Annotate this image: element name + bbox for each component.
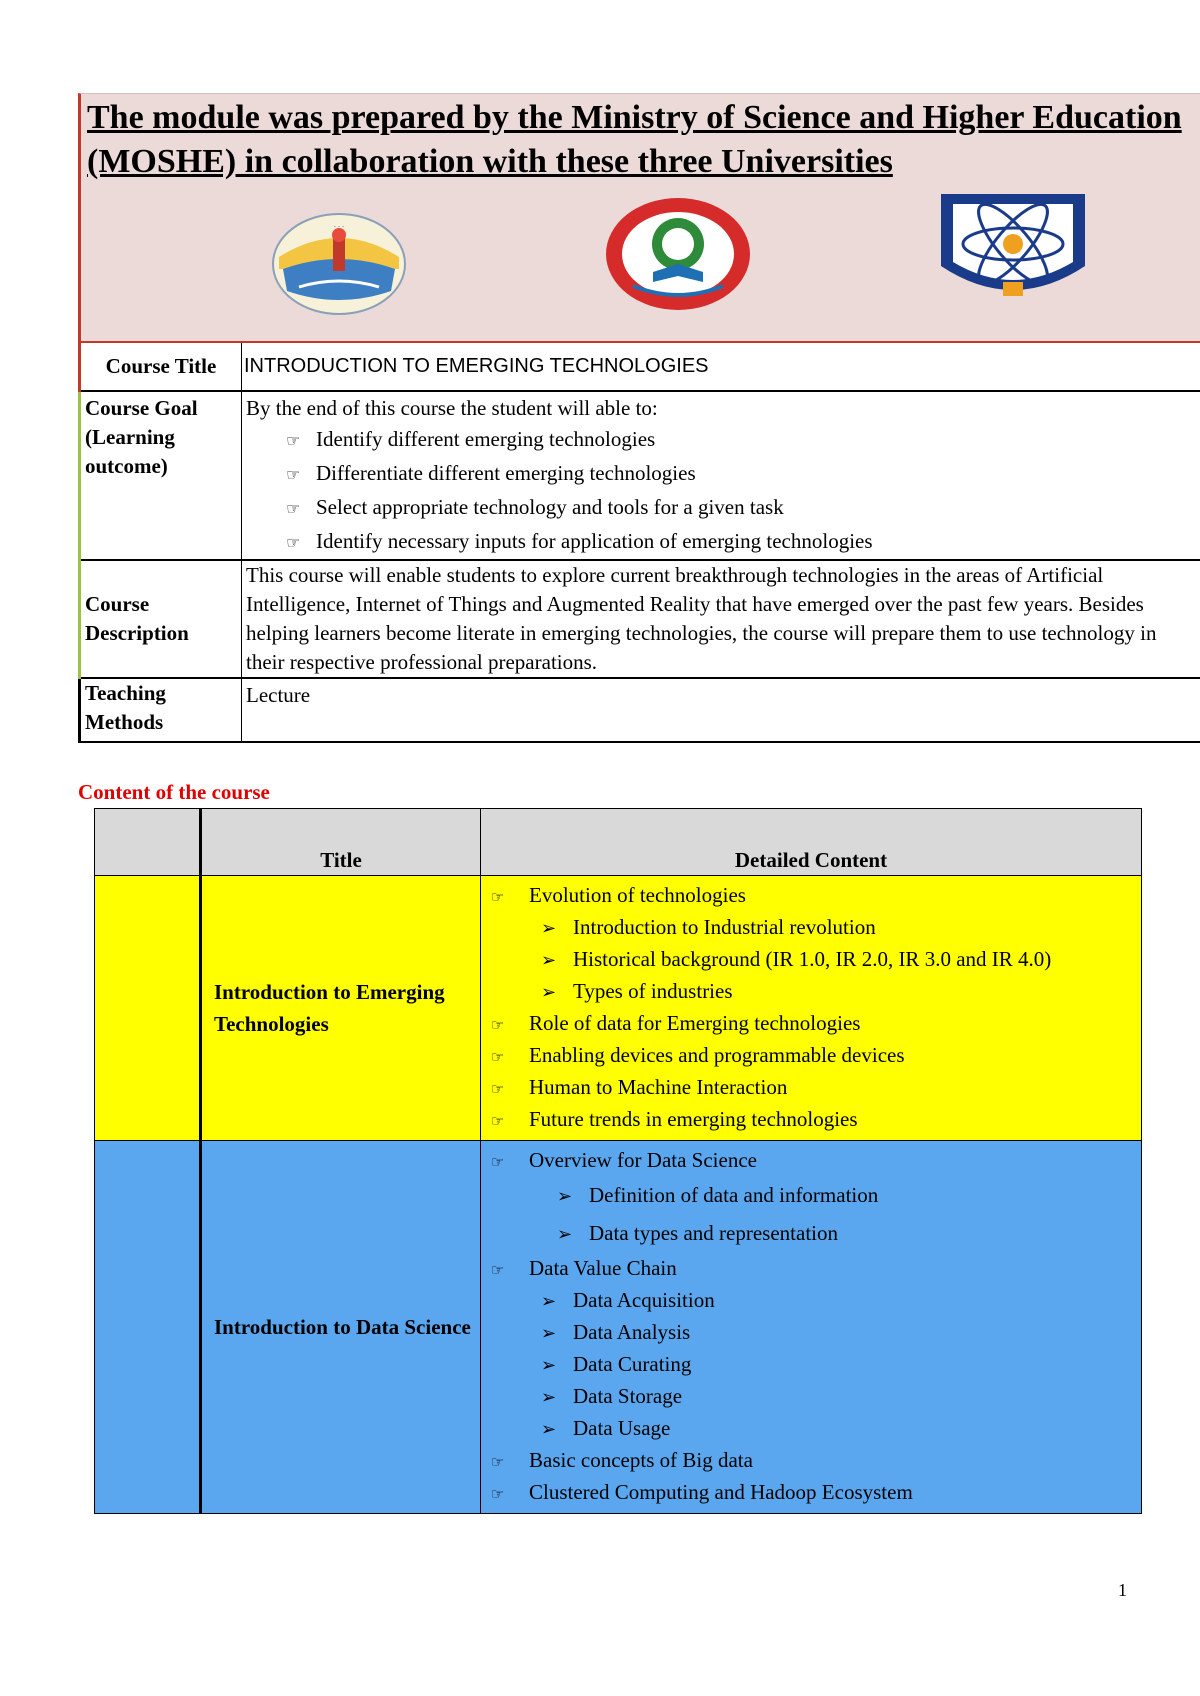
course-goal-label: Course Goal (Learning outcome) <box>80 391 242 560</box>
course-title-row <box>80 342 1200 391</box>
header-number-cell <box>95 809 201 876</box>
university-logo-3-icon <box>933 186 1093 314</box>
pointing-hand-icon: ☞ <box>491 1261 505 1279</box>
content-table <box>94 808 1142 1514</box>
pointing-hand-icon: ☞ <box>491 1153 505 1171</box>
teaching-methods-label: Teaching Methods <box>80 678 242 742</box>
arrow-bullet-icon: ➢ <box>541 918 557 939</box>
goal-item: ☞ Select appropriate technology and tools for a given task <box>286 491 1196 525</box>
list-item: ☞ Role of data for Emerging technologies <box>491 1008 1141 1040</box>
teaching-methods-row <box>80 678 1200 742</box>
pointing-hand-icon: ☞ <box>286 465 301 484</box>
list-item: ➢ Data types and representation <box>491 1215 1141 1253</box>
list-item: ➢ Types of industries <box>491 976 1141 1008</box>
list-item: ☞ Data Value Chain <box>491 1253 1141 1285</box>
arrow-bullet-icon: ➢ <box>541 1387 557 1408</box>
list-item: ☞ Evolution of technologies <box>491 880 1141 912</box>
row-detail-cell <box>481 1141 1142 1514</box>
table-row <box>95 876 1142 1141</box>
svg-text:· · ·: · · · <box>333 223 345 231</box>
course-title-value: INTRODUCTION TO EMERGING TECHNOLOGIES <box>242 342 1200 391</box>
university-logo-1-icon <box>269 209 409 319</box>
goal-list <box>246 423 1196 559</box>
course-title-label: Course Title <box>80 342 242 391</box>
header-block <box>78 93 1200 342</box>
header-title-cell: Title <box>201 809 481 876</box>
arrow-bullet-icon: ➢ <box>541 1419 557 1440</box>
list-item: ☞ Clustered Computing and Hadoop Ecosystem <box>491 1477 1141 1509</box>
list-item: ➢ Data Analysis <box>491 1317 1141 1349</box>
detail-list <box>481 876 1141 1140</box>
page-title: The module was prepared by the Ministry of Science and Higher Education (MOSHE) in collaboration with these three Universities <box>87 99 1182 180</box>
list-item: ➢ Data Usage <box>491 1413 1141 1445</box>
pointing-hand-icon: ☞ <box>491 888 505 906</box>
goal-item: ☞ Identify different emerging technologies <box>286 423 1196 457</box>
goal-item: ☞ Differentiate different emerging technologies <box>286 457 1196 491</box>
pointing-hand-icon: ☞ <box>491 1453 505 1471</box>
course-description-row <box>80 560 1200 678</box>
list-item: ☞ Overview for Data Science <box>491 1145 1141 1177</box>
goal-item: ☞ Identify necessary inputs for application of emerging technologies <box>286 525 1196 559</box>
arrow-bullet-icon: ➢ <box>541 1323 557 1344</box>
row-title-cell: Introduction to Data Science <box>201 1141 481 1514</box>
course-info-table <box>78 341 1200 743</box>
row-number-cell <box>95 1141 201 1514</box>
university-logo-2-icon <box>603 194 753 314</box>
list-item: ☞ Human to Machine Interaction <box>491 1072 1141 1104</box>
arrow-bullet-icon: ➢ <box>541 1291 557 1312</box>
course-goal-value <box>242 391 1200 560</box>
course-goal-intro: By the end of this course the student will able to: <box>246 396 658 420</box>
pointing-hand-icon: ☞ <box>491 1485 505 1503</box>
course-goal-row <box>80 391 1200 560</box>
pointing-hand-icon: ☞ <box>286 431 301 450</box>
list-item: ☞ Basic concepts of Big data <box>491 1445 1141 1477</box>
pointing-hand-icon: ☞ <box>491 1080 505 1098</box>
arrow-bullet-icon: ➢ <box>541 982 557 1003</box>
list-item: ➢ Definition of data and information <box>491 1177 1141 1215</box>
pointing-hand-icon: ☞ <box>286 499 301 518</box>
pointing-hand-icon: ☞ <box>491 1048 505 1066</box>
list-item: ☞ Enabling devices and programmable devices <box>491 1040 1141 1072</box>
page-number: 1 <box>1118 1580 1127 1600</box>
header-detail-cell: Detailed Content <box>481 809 1142 876</box>
pointing-hand-icon: ☞ <box>286 533 301 552</box>
arrow-bullet-icon: ➢ <box>541 1355 557 1376</box>
table-row <box>95 1141 1142 1514</box>
content-heading: Content of the course <box>78 780 270 804</box>
content-table-header <box>95 809 1142 876</box>
row-title-cell: Introduction to Emerging Technologies <box>201 876 481 1141</box>
pointing-hand-icon: ☞ <box>491 1112 505 1130</box>
course-description-label: Course Description <box>80 560 242 678</box>
course-description-value: This course will enable students to explore current breakthrough technologies in the areas of Artificial Intelligence, Internet of Things and Augmented Reality that have emerged over the past few years. Besides helping learners become literate in emerging technologies, the course will prepare them to use technology in their respective professional preparations. <box>242 560 1200 678</box>
teaching-methods-value: Lecture <box>242 678 1200 742</box>
detail-list <box>481 1141 1141 1513</box>
list-item: ➢ Data Acquisition <box>491 1285 1141 1317</box>
list-item: ➢ Data Curating <box>491 1349 1141 1381</box>
arrow-bullet-icon: ➢ <box>541 950 557 971</box>
row-detail-cell <box>481 876 1142 1141</box>
list-item: ➢ Introduction to Industrial revolution <box>491 912 1141 944</box>
arrow-bullet-icon: ➢ <box>557 1186 573 1207</box>
list-item: ☞ Future trends in emerging technologies <box>491 1104 1141 1136</box>
pointing-hand-icon: ☞ <box>491 1016 505 1034</box>
row-number-cell <box>95 876 201 1141</box>
list-item: ➢ Historical background (IR 1.0, IR 2.0, IR 3.0 and IR 4.0) <box>491 944 1141 976</box>
arrow-bullet-icon: ➢ <box>557 1224 573 1245</box>
list-item: ➢ Data Storage <box>491 1381 1141 1413</box>
